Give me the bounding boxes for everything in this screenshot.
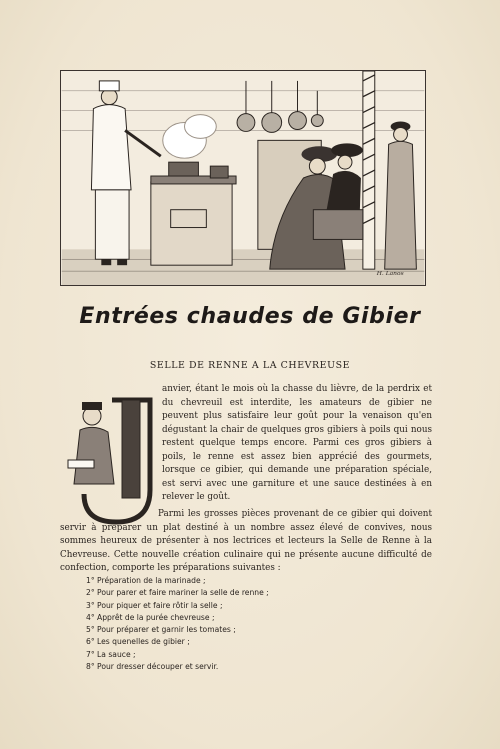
paragraph-2-text: Parmi les grosses pièces provenant de ce gibier qui doivent servir à préparer un plat destiné à un nombre assez élevé de convives, nous sommes heureux de présenter à nos lectrices et lecteurs la Selle de Renne à la Chevreuse. Cette nouvelle création culinaire qui ne présente aucune difficulté de confection, comporte les préparations suivantes : <box>60 509 432 573</box>
standing-woman <box>385 122 417 270</box>
preparation-list <box>86 575 269 673</box>
list-item: 3° Pour piquer et faire rôtir la selle ; <box>86 600 223 610</box>
list-item: 7° La sauce ; <box>86 649 136 659</box>
signature: H. Lanos <box>376 270 404 278</box>
stove <box>151 115 236 266</box>
list-item: 1° Préparation de la marinade ; <box>86 576 206 585</box>
page-title: Entrées chaudes de Gibier <box>79 304 421 329</box>
striped-column <box>363 71 375 269</box>
list-item: 8° Pour dresser découper et servir. <box>86 662 219 672</box>
list-item: 5° Pour préparer et garnir les tomates ; <box>86 625 236 635</box>
paragraph-1: anvier, étant le mois où la chasse du lièvre, de la perdrix et du chevreuil est interdite, les amateurs de gibier ne peuvent plus satisfaire leur goût pour la venaison qu'en dégustant la chair de quelques gros gibiers à poils qui nous restent quelque temps encore. Parmi ces gros gibiers à poils, le renne est assez bien apprécié des gourmets, lorsque ce gibier, qui demande une préparation spéciale, est servi avec une garniture et une sauce destinées à en relever le goût. <box>162 384 432 502</box>
kitchen-illustration <box>60 70 426 286</box>
recipe-subtitle: SELLE DE RENNE A LA CHEVREUSE <box>149 360 351 371</box>
list-item: 6° Les quenelles de gibier ; <box>86 637 190 647</box>
list-item: 2° Pour parer et faire mariner la selle de renne ; <box>86 588 269 598</box>
paragraph-2 <box>60 508 432 576</box>
list-item: 4° Apprêt de la purée chevreuse ; <box>86 612 215 622</box>
hanging-pans <box>237 81 323 133</box>
